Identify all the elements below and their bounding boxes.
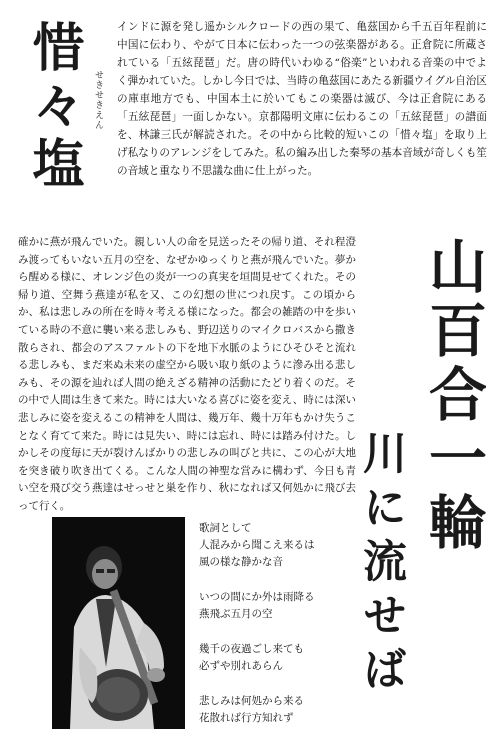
lyric-line: いつの間にか外は雨降る (199, 591, 315, 603)
title-yamayuri-line1: 山百合一輪 (419, 236, 487, 556)
song-lyrics (199, 520, 354, 745)
lyric-line: 人混みから聞こえ来るは (199, 539, 315, 551)
lyric-line: 風の様な静かな音 (199, 556, 283, 568)
lyric-line: 花散れば行方知れず (199, 712, 294, 724)
title-yamayuri-line2: 川に流せば (355, 430, 406, 700)
intro-paragraph: インドに源を発し遥かシルクロードの西の果て、亀茲国から千五百年程前に中国に伝わり、やがて日本に伝わった一つの弦楽器がある。正倉院に所蔵されている「五絃琵琶」だ。唐の時代いわゆる“俗楽”といわれる音楽の中でよく弾かれていた。しかし今日では、当時の亀茲国にあたる新疆ウイグル自治区の庫車地方でも、中国本土に於いてもこの楽器は滅び、今は正倉院にある「五絃琵琶」一面しかない。京都陽明文庫に伝わるこの「五絃琵琶」の譜面を、林謙三氏が解読された。その中から比較的短いこの「惜々塩」を取り上げ私なりのアレンジをしてみた。私の編み出した秦琴の基本音域が奇しくも笙の音域と重なり不思議な曲に仕上がった。 (117, 21, 487, 177)
lyric-verse (199, 520, 354, 571)
performer-photo (52, 517, 185, 729)
lyric-verse (199, 589, 354, 623)
lyric-line: 歌詞として (199, 522, 252, 534)
lyric-line: 燕飛ぶ五月の空 (199, 608, 273, 620)
lyric-line: 幾千の夜過ごし来ても (199, 643, 304, 655)
lyric-verse (199, 693, 354, 727)
title-sekisekien: 惜々塩 (23, 20, 83, 194)
lyric-line: 悲しみは何処から来る (199, 695, 304, 707)
lyric-verse (199, 641, 354, 675)
lyric-line: 必ずや別れあらん (199, 660, 283, 672)
essay-paragraph: 確かに燕が飛んでいた。親しい人の命を見送ったその帰り道、それ程澄み渡ってもいない五月の空を、なぜかゆっくりと燕が飛んでいた。夢から醒める様に、オレンジ色の炎が一つの真実を垣間見せてくれた。その帰り道、空舞う燕達が私を又、この幻想の世につれ戻す。この頃から か、私は悲しみの所在を時々考える様になった。都会の雑踏の中を歩いている時の不意に襲い来る悲しみも、野辺送りのマイクロバスから撒き散らされ、都会のアスファルトの下を地下水脈のようにひそひそと流れる悲しみも、まだ来ぬ未来の虚空から吸い取り紙のように滲み出る悲しみも、その源を辿れば人間の絶えざる精神の活動にたどり着くのだ。その中で人間は生きて来た。時には大いなる喜びに姿を変え、時には深い悲しみに姿を変えるこの精神を人間は、幾万年、幾十万年もかけ失うことなく育てて来た。時には見失い、時には忘れ、時には踏み付けた。しかしその度毎に天が裂けんばかりの悲しみの叫びと共に、この心が大地を突き破り吹き出てくる。こんな人間の神聖な営みに構わず、今日も青い空を飛び交う燕達はせっせと巣を作り、秋になれば又何処かに飛び去って行く。 (18, 236, 356, 512)
title-sekisekien-reading: せきせきえん (93, 70, 103, 130)
